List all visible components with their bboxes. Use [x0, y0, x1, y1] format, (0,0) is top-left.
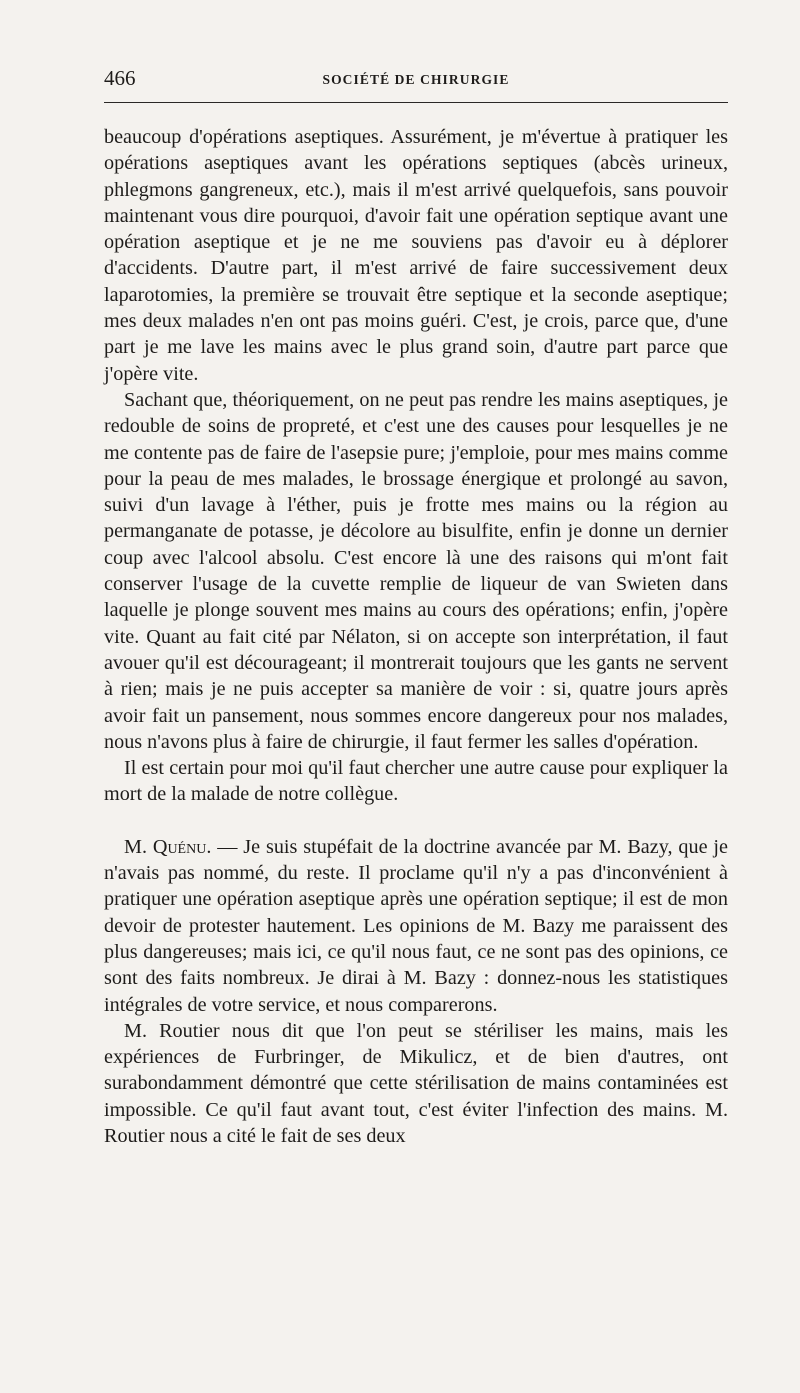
paragraph-continuation: beaucoup d'opérations aseptiques. Assurément, je m'évertue à pratiquer les opérations aseptiques avant les opérations septiques (abcès urineux, phlegmons gangreneux, etc.), mais il m'est arrivé quelquefois, sans pouvoir maintenant vous dire pourquoi, d'avoir fait une opération septique avant une opération aseptique et je ne me souviens pas d'avoir eu à déplorer d'accidents. D'autre part, il m'est arrivé de faire successivement deux laparotomies, la première se trouvait être septique et la seconde aseptique; mes deux malades n'en ont pas moins guéri. C'est, je crois, parce que, d'une part je me lave les mains avec le plus grand soin, d'autre part parce que j'opère vite.: [104, 126, 728, 385]
running-title: SOCIÉTÉ DE CHIRURGIE: [322, 72, 510, 87]
speech-text: — Je suis stupéfait de la doctrine avancée par M. Bazy, que je n'avais pas nommé, du reste. Il proclame qu'il n'y a pas d'inconvénient à pratiquer une opération aseptique après une opération septique; il est de mon devoir de protester hautement. Les opinions de M. Bazy me paraissent des plus dangereuses; mais ici, ce qu'il nous faut, ce ne sont pas des opinions, ce sont des faits nombreux. Je dirai à M. Bazy : donnez-nous les statistiques intégrales de votre service, et nous comparerons.: [104, 835, 728, 1016]
header-rule: [104, 102, 728, 103]
paragraph-speech: [104, 834, 728, 1018]
paragraph: M. Routier nous dit que l'on peut se stériliser les mains, mais les expériences de Furbringer, de Mikulicz, et de bien d'autres, ont surabondamment démontré que cette stérilisation de mains contaminées est impossible. Ce qu'il faut avant tout, c'est éviter l'infection des mains. M. Routier nous a cité le fait de ses deux: [104, 1019, 728, 1147]
body-text: [104, 104, 728, 1149]
running-header: [104, 0, 728, 104]
paragraph: Sachant que, théoriquement, on ne peut pas rendre les mains aseptiques, je redouble de soins de propreté, et c'est une des causes pour lesquelles je ne me contente pas de faire de l'asepsie pure; j'emploie, pour mes mains comme pour la peau de mes malades, le brossage énergique et prolongé au savon, suivi d'un lavage à l'éther, puis je frotte mes mains ou la région au permanganate de potasse, je décolore au bisulfite, enfin je donne un dernier coup avec l'alcool absolu. C'est encore là une des raisons qui m'ont fait conserver l'usage de la cuvette remplie de liqueur de van Swieten dans laquelle je plonge souvent mes mains au cours des opérations; enfin, j'opère vite. Quant au fait cité par Nélaton, si on accepte son interprétation, il faut avouer qu'il est décourageant; il montrerait toujours que les gants ne servent à rien; mais je ne puis accepter sa manière de voir : si, quatre jours après avoir fait un pansement, nous sommes encore dangereux pour nos malades, nous n'avons plus à faire de chirurgie, il faut fermer les salles d'opération.: [104, 388, 728, 753]
paragraph: Il est certain pour moi qu'il faut chercher une autre cause pour expliquer la mort de la malade de notre collègue.: [104, 757, 728, 806]
page-number: 466: [104, 66, 136, 90]
speaker-name: M. Quénu.: [124, 835, 212, 858]
